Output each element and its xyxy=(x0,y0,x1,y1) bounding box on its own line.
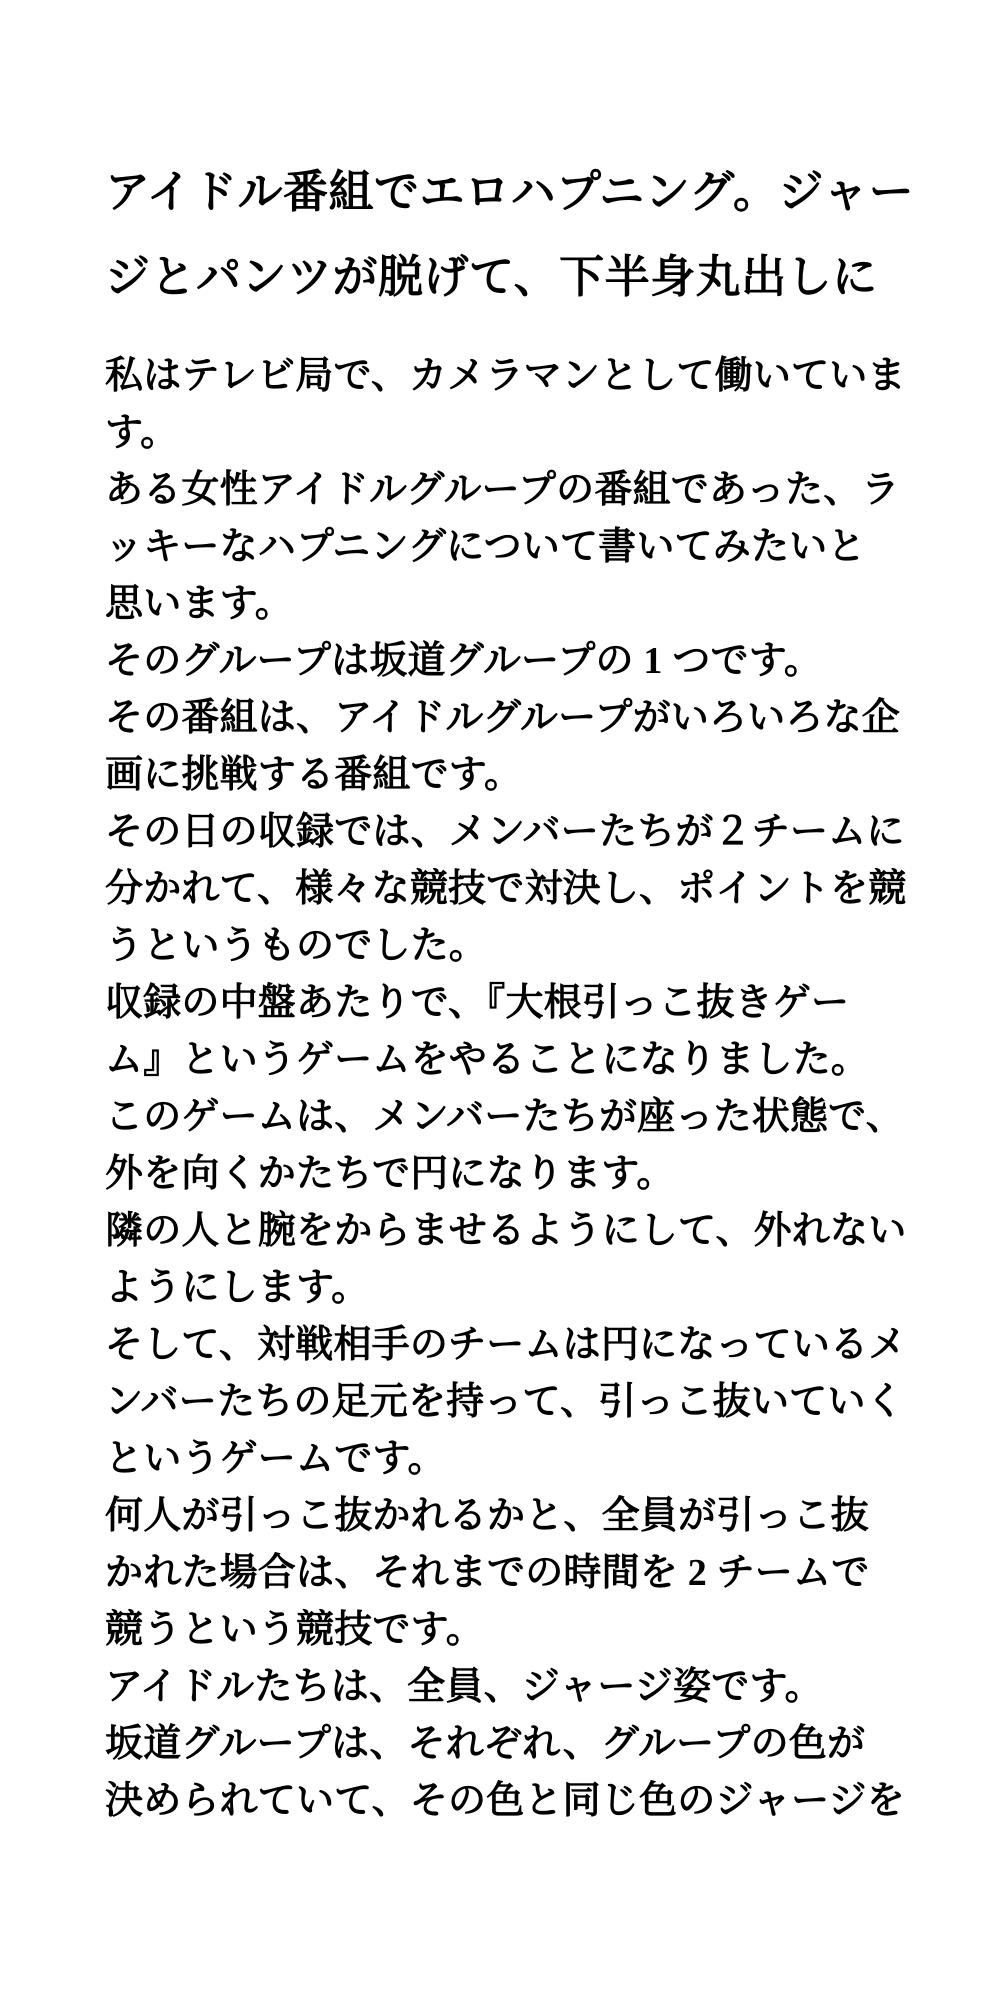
body-line: ようにします。 xyxy=(105,1267,370,1309)
body-line: 外を向くかたちで円になります。 xyxy=(105,1153,675,1195)
body-line: 画に挑戦する番組です。 xyxy=(105,754,523,796)
body-line: ッキーなハプニングについて書いてみたいと xyxy=(105,526,866,568)
article-title xyxy=(105,150,915,320)
title-line: アイドル番組でエロハプニング。ジャー xyxy=(105,167,915,217)
body-line: 隣の人と腕をからませるようにして、外れない xyxy=(105,1210,907,1252)
body-line: というゲームです。 xyxy=(105,1438,446,1480)
body-line: 思います。 xyxy=(105,583,293,625)
body-line: ンバーたちの足元を持って、引っこ抜いていく xyxy=(105,1381,904,1423)
body-line: うというものでした。 xyxy=(105,925,488,967)
body-line: アイドルたちは、全員、ジャージ姿です。 xyxy=(105,1666,823,1708)
article-body xyxy=(105,348,905,1830)
body-line: このゲームは、メンバーたちが座った状態で、 xyxy=(105,1096,904,1138)
body-line: 分かれて、様々な競技で対決し、ポイントを競 xyxy=(105,868,907,910)
body-line: そして、対戦相手のチームは円になっているメ xyxy=(105,1324,907,1366)
body-line: 決められていて、その色と同じ色のジャージを xyxy=(105,1780,905,1822)
body-line: 競うという競技です。 xyxy=(105,1609,484,1651)
body-line: 私はテレビ局で、カメラマンとして働いていま xyxy=(105,355,906,397)
body-line: その番組は、アイドルグループがいろいろな企 xyxy=(105,697,900,739)
body-line: 坂道グループは、それぞれ、グループの色が xyxy=(105,1723,866,1765)
body-line: その日の収録では、メンバーたちが２チームに xyxy=(105,811,905,853)
body-line: 何人が引っこ抜かれるかと、全員が引っこ抜 xyxy=(105,1495,870,1537)
body-line: ある女性アイドルグループの番組であった、ラ xyxy=(105,469,900,511)
body-line: 収録の中盤あたりで、『大根引っこ抜きゲー xyxy=(105,982,850,1024)
body-line: す。 xyxy=(105,412,179,454)
title-line: ジとパンツが脱げて、下半身丸出しに xyxy=(105,252,878,302)
body-line: そのグループは坂道グループの 1 つです。 xyxy=(105,640,823,682)
body-line: かれた場合は、それまでの時間を 2 チームで xyxy=(105,1552,870,1594)
body-line: ム』というゲームをやることになりました。 xyxy=(105,1039,870,1081)
